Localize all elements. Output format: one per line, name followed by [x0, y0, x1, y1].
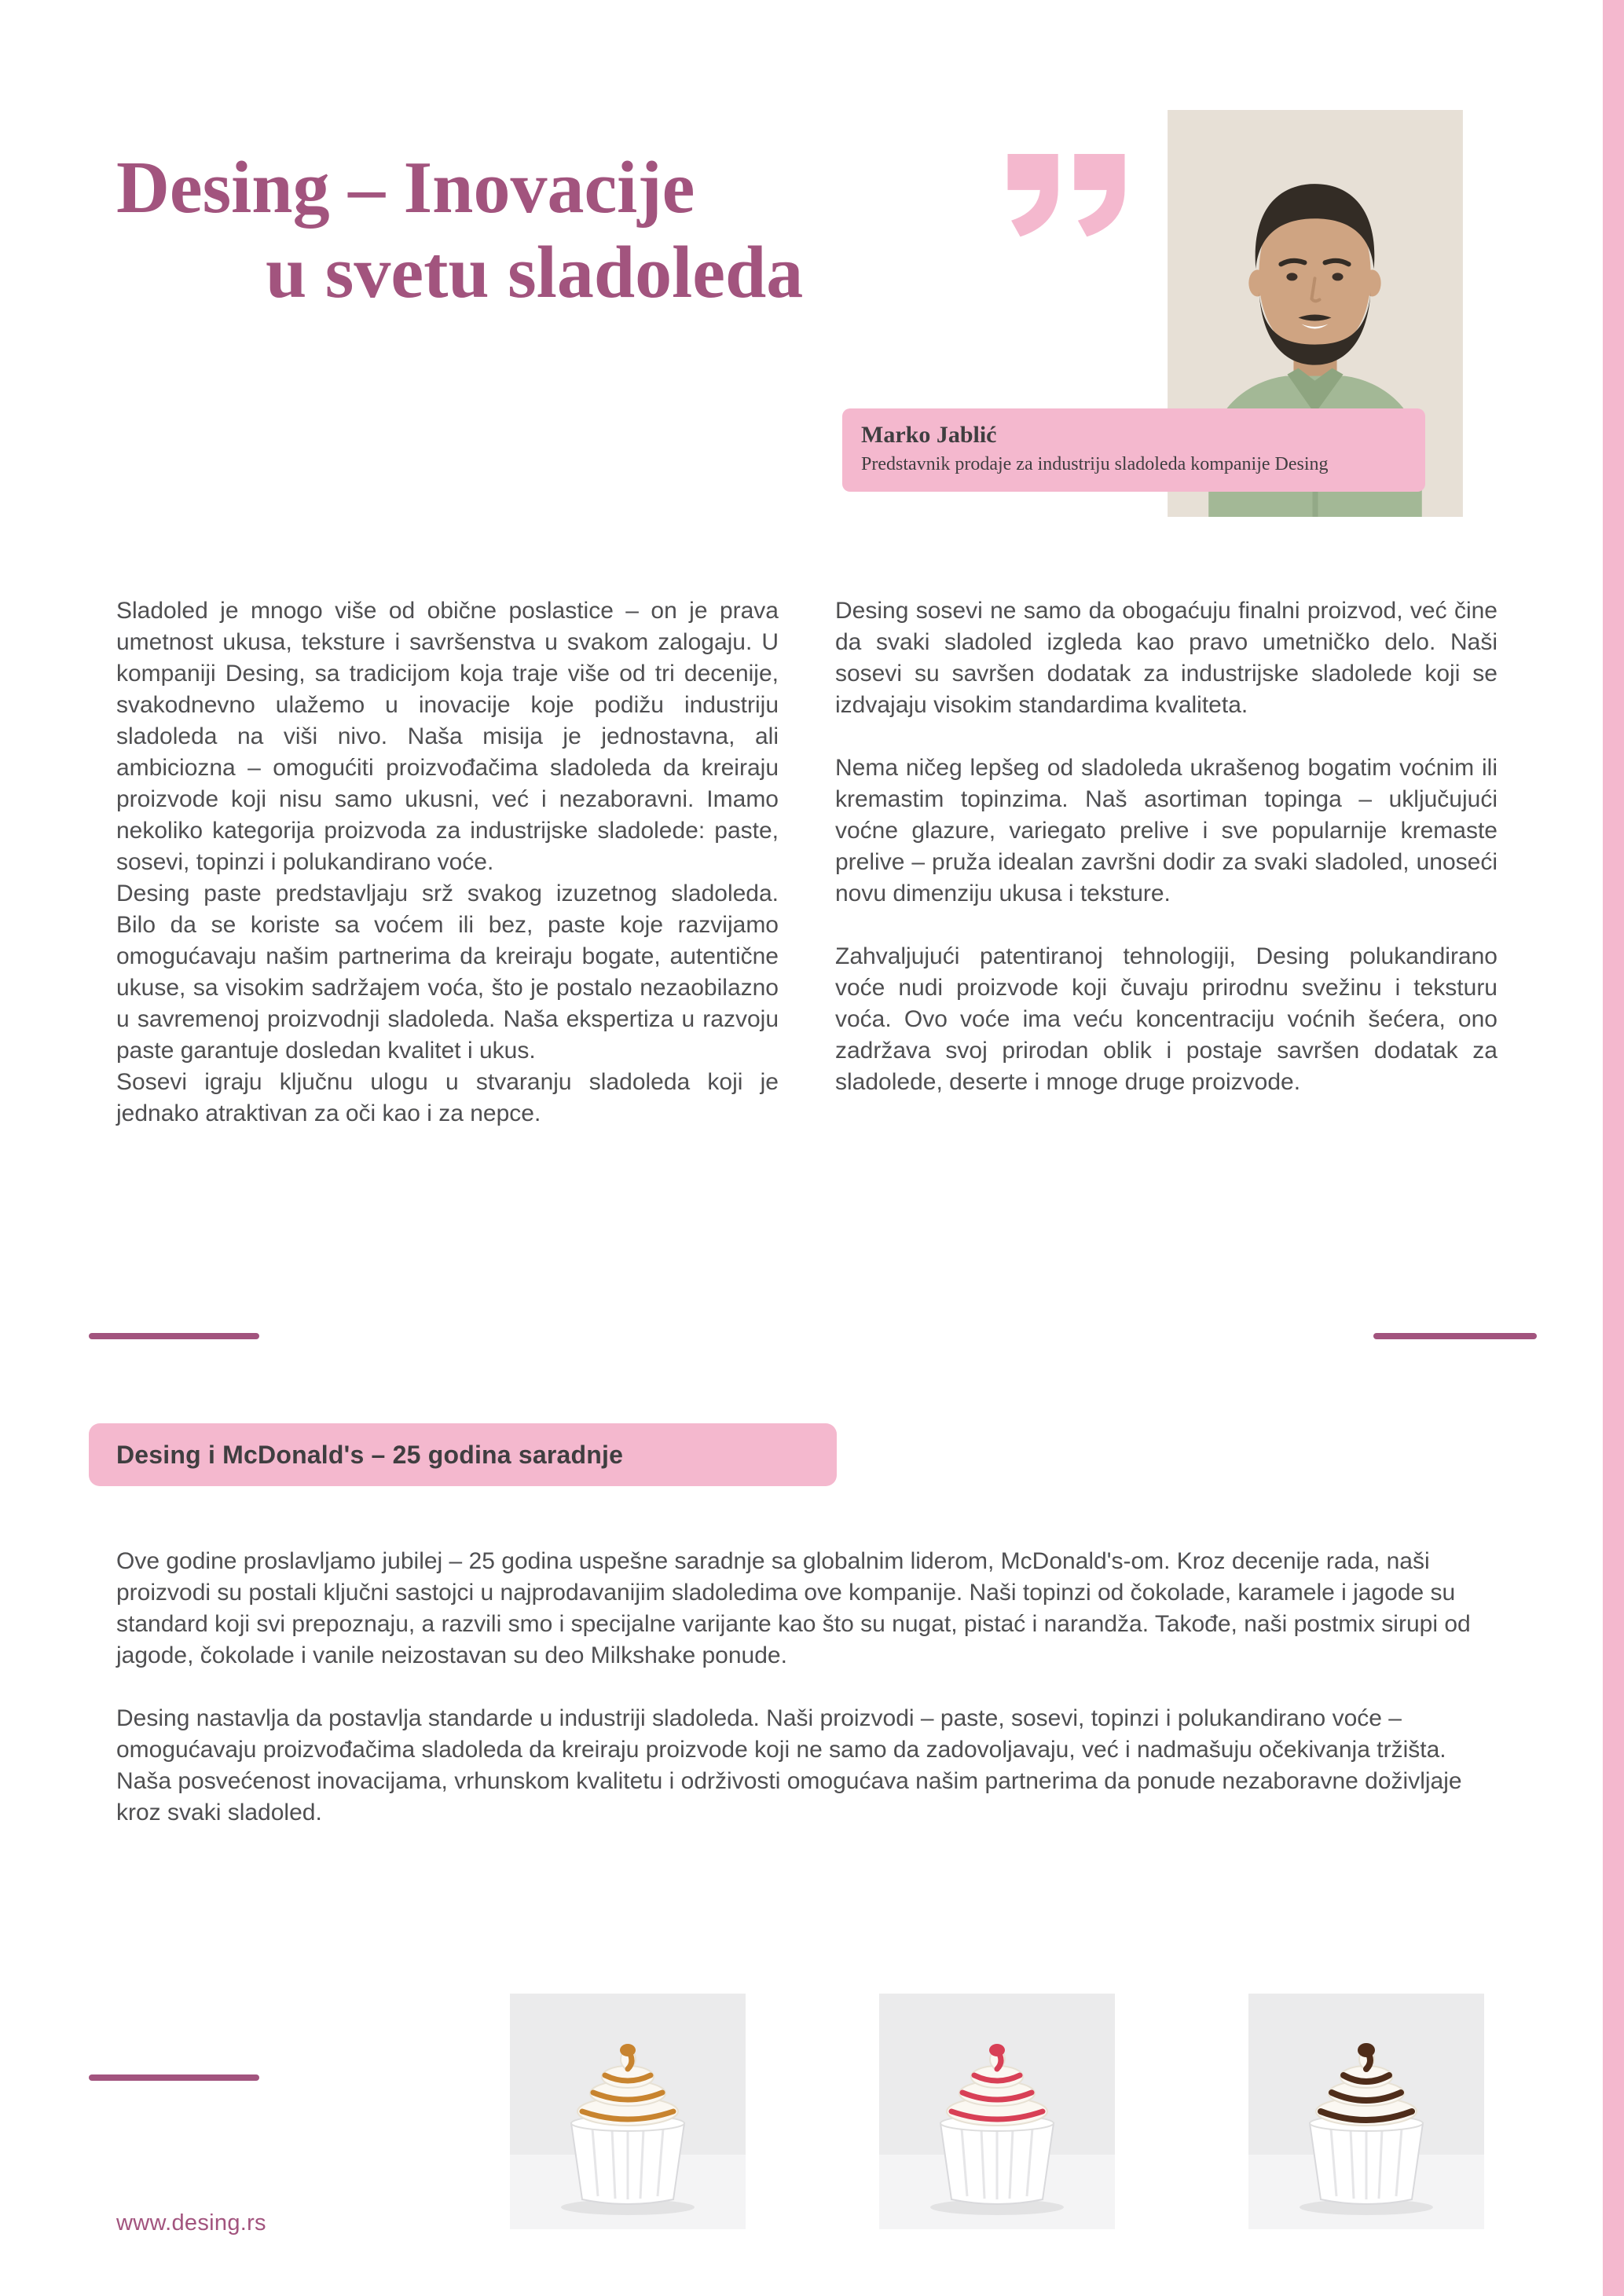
intro-left-column	[116, 595, 779, 1130]
sundae-caramel-illustration	[510, 1994, 746, 2229]
intro-paragraph: Sosevi igraju ključnu ulogu u stvaranju sladoleda koji je jednako atraktivan za oči kao i za nepce.	[116, 1069, 779, 1126]
intro-paragraph: Desing paste predstavljaju srž svakog izuzetnog sladoleda. Bilo da se koriste sa voćem ili bez, paste koje razvijamo omogućavaju našim partnerima da kreiraju bogate, autentične ukuse, sa visokim sadržajem voća, što je postalo nezaobilazno u savremenoj proizvodnji sladoleda. Naša ekspertiza u razvoju paste garantuje dosledan kvalitet i ukus.	[116, 881, 779, 1064]
intro-paragraph: Sladoled je mnogo više od obične poslastice – on je prava umetnost ukusa, teksture i savršenstva u svakom zalogaju. U kompaniji Desing, sa tradicijom koja traje više od tri decenije, svakodnevno ulažemo u inovacije koje podižu industriju sladoleda na viši nivo. Naša misija je jednostavna, ali ambiciozna – omogućiti proizvođačima sladoleda da kreiraju proizvode koji nisu samo ukusni, već i nezaboravni. Imamo nekoliko kategorija proizvoda za industrijske sladolede: paste, sosevi, topinzi i polukandirano voće.	[116, 598, 779, 875]
product-image-strawberry-sundae	[879, 1994, 1115, 2229]
divider-right	[1373, 1333, 1537, 1339]
author-name: Marko Jablić	[861, 422, 997, 448]
product-image-chocolate-sundae	[1248, 1994, 1484, 2229]
article-title-line-2: u svetu sladoleda	[266, 232, 804, 313]
section-heading-pill	[89, 1423, 837, 1486]
intro-columns	[116, 595, 1498, 1130]
sundae-strawberry-illustration	[879, 1994, 1115, 2229]
article-title-line-1: Desing – Inovacije	[116, 147, 695, 229]
body-paragraph: Ove godine proslavljamo jubilej – 25 godina uspešne saradnje sa globalnim liderom, McDonald's-om. Kroz decenije rada, naši proizvodi su postali ključni sastojci u najprodavanijim sladoledima ove kompanije. Naši topinzi od čokolade, karamele i jagode su standard koji svi prepoznaju, a razvili smo i specijalne varijante kao što su nugat, pistać i narandža. Takođe, naši postmix sirupi od jagode, čokolade i vanile neizostavan su deo Milkshake ponude.	[116, 1548, 1471, 1668]
intro-paragraph: Zahvaljujući patentiranoj tehnologiji, Desing polukandirano voće nudi proizvode koji čuvaju prirodnu svežinu i teksturu voća. Ovo voće ima veću koncentraciju voćnih šećera, ono zadržava svoj prirodan oblik i postaje savršen dodatak za sladolede, deserte i mnoge druge proizvode.	[835, 943, 1498, 1095]
sundae-chocolate-illustration	[1248, 1994, 1484, 2229]
author-caption-card	[842, 408, 1425, 492]
body-paragraph: Desing nastavlja da postavlja standarde u industriji sladoleda. Naši proizvodi – paste, sosevi, topinzi i polukandirano voće – omogućavaju proizvođačima sladoleda da kreiraju proizvode koji ne samo da zadovoljavaju, već i nadmašuju očekivanja tržišta. Naša posvećenost inovacijama, vrhunskom kvalitetu i održivosti omogućava našim partnerima da ponude nezaboravne doživljaje kroz svaki sladoled.	[116, 1705, 1462, 1825]
author-role: Predstavnik prodaje za industriju sladoleda kompanije Desing	[861, 454, 1329, 474]
website-link[interactable]: www.desing.rs	[116, 2210, 266, 2236]
quote-icon	[1004, 154, 1128, 240]
mcdonalds-paragraphs	[116, 1546, 1499, 1860]
intro-paragraph: Desing sosevi ne samo da obogaćuju finalni proizvod, već čine da svaki sladoled izgleda kao pravo umetničko delo. Naši sosevi su savršen dodatak za industrijske sladolede koji se izdvajaju visokim standardima kvaliteta.	[835, 598, 1498, 718]
product-image-caramel-sundae	[510, 1994, 746, 2229]
intro-paragraph: Nema ničeg lepšeg od sladoleda ukrašenog bogatim voćnim ili kremastim topinzima. Naš asortiman topinga – uključujući voćne glazure, variegato prelive i sve popularnije kremaste prelive – pruža idealan završni dodir za svaki sladoled, unoseći novu dimenziju ukusa i teksture.	[835, 755, 1498, 906]
divider-left	[89, 1333, 259, 1339]
intro-right-column	[835, 595, 1498, 1130]
right-edge-accent-bar	[1603, 0, 1624, 2296]
product-gallery	[510, 1994, 1484, 2229]
article-title	[116, 145, 803, 315]
divider-footer	[89, 2074, 259, 2081]
section-heading: Desing i McDonald's – 25 godina saradnje	[116, 1440, 624, 1469]
